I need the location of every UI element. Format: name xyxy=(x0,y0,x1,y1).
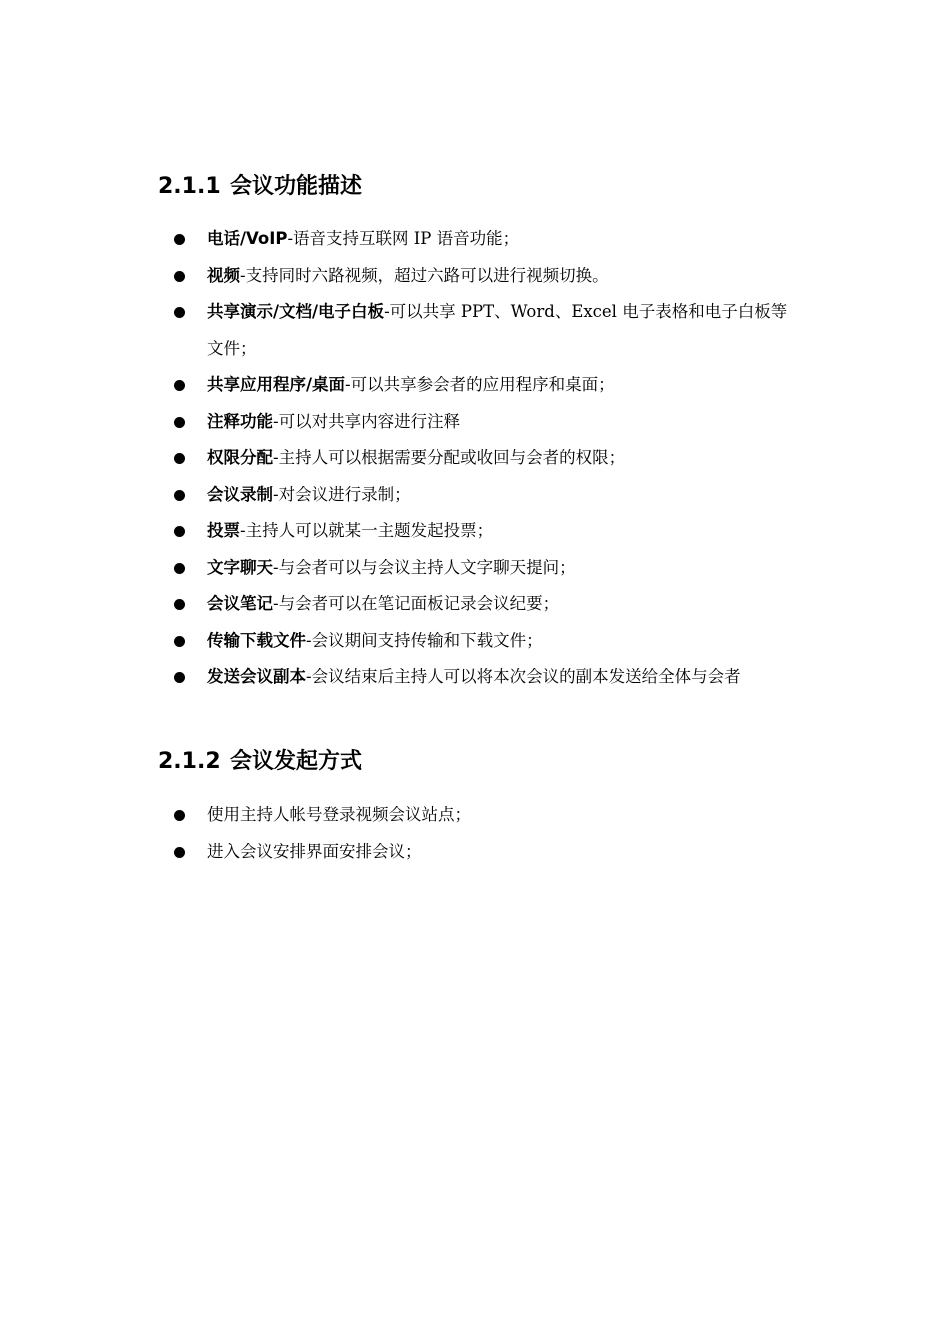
bullet-icon xyxy=(174,490,185,501)
bullet-icon xyxy=(174,380,185,391)
item-term: 传输下载文件 xyxy=(207,630,306,650)
list-item xyxy=(0,659,799,696)
bullet-icon xyxy=(174,453,185,464)
list-item xyxy=(0,513,799,550)
list-item xyxy=(0,623,799,660)
item-desc: -会议结束后主持人可以将本次会议的副本发送给全体与会者 xyxy=(306,667,741,686)
section-title: 会议功能描述 xyxy=(230,174,363,199)
item-term: 发送会议副本 xyxy=(207,667,306,686)
list-item xyxy=(0,834,799,871)
list-item xyxy=(0,221,799,258)
item-desc: -与会者可以在笔记面板记录会议纪要； xyxy=(273,594,560,613)
feature-list xyxy=(0,221,950,696)
list-item xyxy=(0,367,799,404)
item-desc: -可以共享 PPT、Word、Excel 电子表格和电子白板等文件； xyxy=(207,302,788,358)
section-number: 2.1.2 xyxy=(158,749,221,774)
item-term: 会议录制 xyxy=(207,484,273,504)
bullet-icon xyxy=(174,847,185,858)
item-term: 会议笔记 xyxy=(207,594,273,613)
bullet-icon xyxy=(174,672,185,683)
section-title: 会议发起方式 xyxy=(230,749,363,774)
item-term: 视频 xyxy=(207,265,240,285)
list-item xyxy=(0,586,799,623)
bullet-icon xyxy=(174,234,185,245)
list-item xyxy=(0,404,799,441)
bullet-icon xyxy=(174,417,185,428)
item-desc: -主持人可以就某一主题发起投票； xyxy=(240,521,494,540)
item-term: 文字聊天 xyxy=(207,557,273,577)
list-item xyxy=(0,294,799,367)
bullet-icon xyxy=(174,810,185,821)
bullet-icon xyxy=(174,307,185,318)
item-desc: -支持同时六路视频，超过六路可以进行视频切换。 xyxy=(240,265,609,285)
method-list xyxy=(0,797,950,870)
item-term: 投票 xyxy=(207,521,240,540)
section-heading-2-1-2 xyxy=(158,747,362,777)
bullet-icon xyxy=(174,563,185,574)
list-item xyxy=(0,550,799,587)
item-term: 共享应用程序/桌面 xyxy=(207,375,346,394)
list-item xyxy=(0,797,799,834)
list-item xyxy=(0,440,799,477)
item-desc: 进入会议安排界面安排会议； xyxy=(207,841,422,861)
item-desc: -可以对共享内容进行注释 xyxy=(273,411,461,431)
item-term: 注释功能 xyxy=(207,411,273,431)
bullet-icon xyxy=(174,526,185,537)
list-item xyxy=(0,258,799,295)
bullet-icon xyxy=(174,599,185,610)
item-desc: -可以共享参会者的应用程序和桌面； xyxy=(345,375,615,394)
item-desc: -会议期间支持传输和下载文件； xyxy=(306,630,543,650)
section-heading-2-1-1 xyxy=(158,172,362,202)
bullet-icon xyxy=(174,636,185,647)
item-term: 电话/VoIP xyxy=(207,229,288,248)
item-desc: -主持人可以根据需要分配或收回与会者的权限； xyxy=(273,448,626,467)
item-term: 共享演示/文档/电子白板 xyxy=(207,302,385,321)
bullet-icon xyxy=(174,271,185,282)
item-desc: -语音支持互联网 IP 语音功能； xyxy=(287,229,520,248)
item-desc: 使用主持人帐号登录视频会议站点； xyxy=(207,805,471,824)
item-desc: -与会者可以与会议主持人文字聊天提问； xyxy=(273,557,576,577)
item-desc: -对会议进行录制； xyxy=(273,484,411,504)
section-number: 2.1.1 xyxy=(158,174,221,199)
item-term: 权限分配 xyxy=(207,448,273,467)
list-item xyxy=(0,477,799,514)
